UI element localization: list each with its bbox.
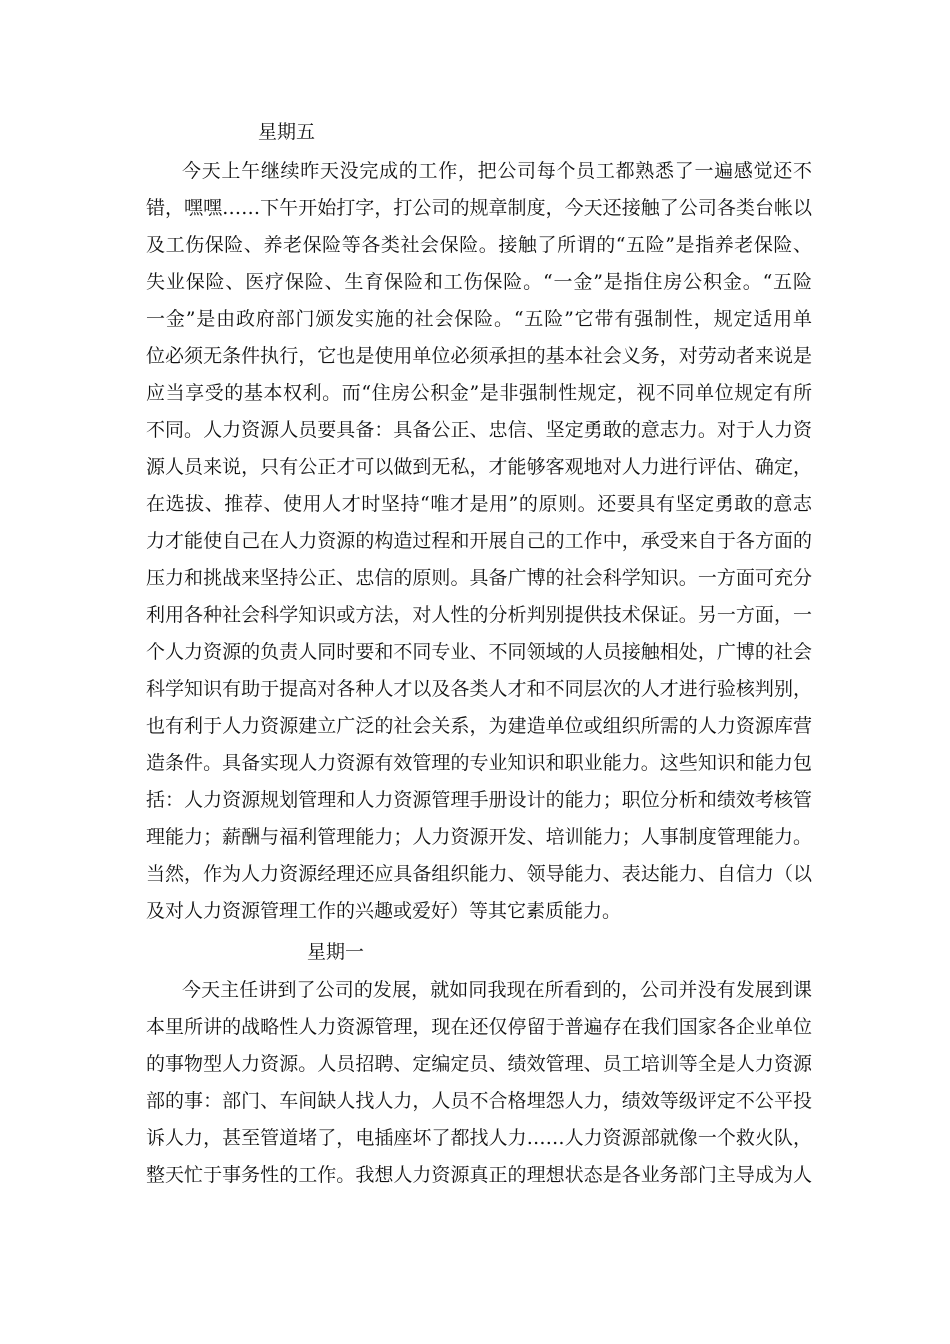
section-heading-monday: 星期一 (307, 941, 365, 963)
paragraph-line: 源人员来说，只有公正才可以做到无私，才能够客观地对人力进行评估、确定， (146, 456, 812, 478)
paragraph-line: 一金”是由政府部门颁发实施的社会保险。“五险”它带有强制性，规定适用单 (146, 308, 812, 330)
paragraph-line: 压力和挑战来坚持公正、忠信的原则。具备广博的社会科学知识。一方面可充分 (146, 567, 812, 589)
paragraph-line: 整天忙于事务性的工作。我想人力资源真正的理想状态是各业务部门主导成为人 (146, 1164, 812, 1186)
paragraph-line: 诉人力，甚至管道堵了，电插座坏了都找人力……人力资源部就像一个救火队， (146, 1127, 812, 1149)
paragraph-line: 也有利于人力资源建立广泛的社会关系，为建造单位或组织所需的人力资源库营 (146, 715, 812, 737)
paragraph-line: 当然，作为人力资源经理还应具备组织能力、领导能力、表达能力、自信力（以 (146, 863, 812, 885)
paragraph-line: 造条件。具备实现人力资源有效管理的专业知识和职业能力。这些知识和能力包 (146, 752, 812, 774)
paragraph-line: 失业保险、医疗保险、生育保险和工伤保险。“一金”是指住房公积金。“五险 (146, 271, 812, 293)
paragraph-line: 位必须无条件执行，它也是使用单位必须承担的基本社会义务，对劳动者来说是 (146, 345, 812, 367)
paragraph-line: 在选拔、推荐、使用人才时坚持“唯才是用”的原则。还要具有坚定勇敢的意志 (146, 493, 812, 515)
paragraph-line: 及对人力资源管理工作的兴趣或爱好）等其它素质能力。 (146, 900, 622, 922)
paragraph-line: 本里所讲的战略性人力资源管理，现在还仅停留于普遍存在我们国家各企业单位 (146, 1016, 812, 1038)
paragraph-line: 科学知识有助于提高对各种人才以及各类人才和不同层次的人才进行验核判别， (146, 678, 812, 700)
paragraph-line: 部的事：部门、车间缺人找人力，人员不合格埋怨人力，绩效等级评定不公平投 (146, 1090, 812, 1112)
paragraph-line: 应当享受的基本权利。而“住房公积金”是非强制性规定，视不同单位规定有所 (146, 382, 812, 404)
paragraph-line: 理能力；薪酬与福利管理能力；人力资源开发、培训能力；人事制度管理能力。 (146, 826, 812, 848)
paragraph-line: 今天上午继续昨天没完成的工作，把公司每个员工都熟悉了一遍感觉还不 (182, 160, 812, 182)
paragraph-line: 的事物型人力资源。人员招聘、定编定员、绩效管理、员工培训等全是人力资源 (146, 1053, 812, 1075)
paragraph-line: 力才能使自己在人力资源的构造过程和开展自己的工作中，承受来自于各方面的 (146, 530, 812, 552)
paragraph-line: 今天主任讲到了公司的发展，就如同我现在所看到的，公司并没有发展到课 (182, 979, 812, 1001)
paragraph-line: 及工伤保险、养老保险等各类社会保险。接触了所谓的“五险”是指养老保险、 (146, 234, 812, 256)
paragraph-line: 个人力资源的负责人同时要和不同专业、不同领域的人员接触相处，广博的社会 (146, 641, 812, 663)
paragraph-line: 不同。人力资源人员要具备：具备公正、忠信、坚定勇敢的意志力。对于人力资 (146, 419, 812, 441)
paragraph-line: 利用各种社会科学知识或方法，对人性的分析判别提供技术保证。另一方面，一 (146, 604, 812, 626)
paragraph-line: 括：人力资源规划管理和人力资源管理手册设计的能力；职位分析和绩效考核管 (146, 789, 812, 811)
paragraph-line: 错，嘿嘿……下午开始打字，打公司的规章制度，今天还接触了公司各类台帐以 (146, 197, 812, 219)
section-heading-friday: 星期五 (258, 121, 316, 143)
